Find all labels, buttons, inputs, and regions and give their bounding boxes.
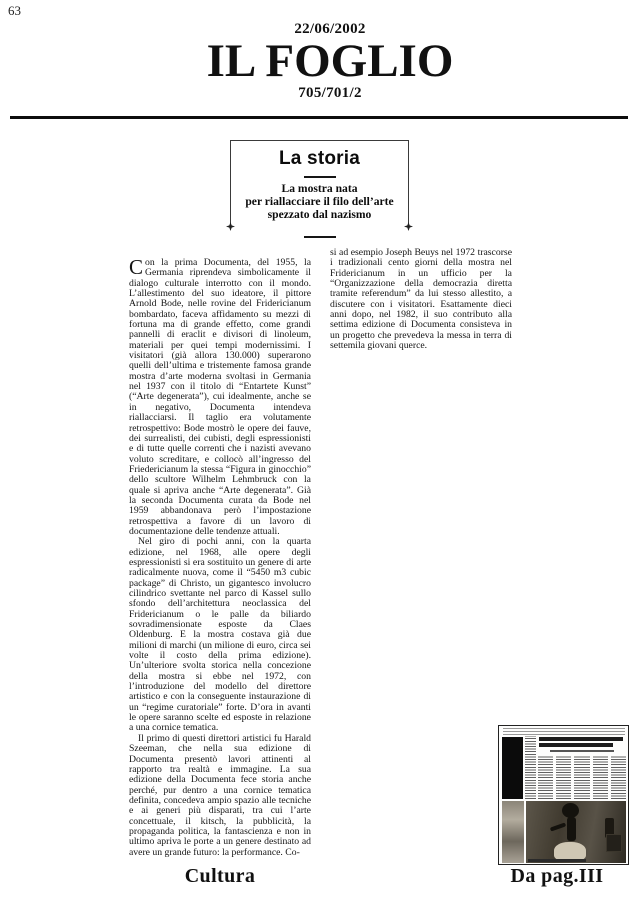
- article-column-2: [330, 248, 512, 351]
- photo-seated-figure-shape: [554, 842, 586, 861]
- thumbnail-text-column: [593, 755, 608, 799]
- paragraph: Il primo di questi direttori artistici fu Harald Szeeman, che nella sua edizione di Documenta presentò lavori attinenti al rapporto tra realtà e immagine. La sua edizione della Documenta fece storia anche perché, pur dentro a una cornice tematica definita, concedeva ampio spazio alle tecniche e ai generi più disparati, tra cui l’arte concettuale, il kitsch, la pubblicità, la propaganda politica, la fantascienza e non in ultimo apriva le porte a un genere destinato ad avere un grande futuro: la performance. Co-: [129, 732, 311, 858]
- kicker-title: La storia: [279, 148, 360, 169]
- thumbnail-text-column: [538, 755, 553, 799]
- sheet-page-number: 63: [8, 3, 21, 18]
- thumbnail-article-block: [538, 736, 626, 799]
- thumbnail-black-bar: [502, 737, 523, 799]
- thumbnail-side-image: [502, 801, 524, 863]
- corner-diamond-icon: [404, 222, 413, 231]
- thumbnail-text-column: [611, 755, 626, 799]
- photo-figure-arm-shape: [550, 822, 566, 831]
- thumbnail-photo: [526, 801, 626, 863]
- subtitle-line: La mostra nata: [281, 182, 358, 195]
- thumbnail-text-area: [502, 736, 626, 799]
- thumbnail-byline-line: [550, 750, 613, 752]
- drop-cap: C: [129, 255, 144, 279]
- source-page-thumbnail: [498, 725, 629, 865]
- clipping-header: [22, 0, 636, 102]
- newspaper-masthead: IL FOGLIO: [206, 35, 454, 87]
- photo-figure-torso-shape: [567, 817, 576, 841]
- paragraph-text: on la prima Documenta, del 1955, la Germania riprendeva simbolicamente il dialogo culturale interrotto con il mondo. L’allestimento del suo ideatore, il pittore Arnold Bode, nelle rovine del Fridericianum bombardato, faceva affidamento su mezzi di fortuna ma di grande effetto, come grandi pannelli di eraclit e divisori di linoleum, materiali per quei tempi modernissimi. I visitatori (già allora 130.000) superarono quelli dell’ultima e tristemente famosa grande mostra d’arte moderna svoltasi in Germania nel 1937 con il titolo di “Entartete Kunst” (“Arte degenerata”), cui idealmente, anche se in negativo, Documenta intendeva riallacciarsi. Il taglio era volutamente retrospettivo: Bode mostrò le opere dei fauve, dei surrealisti, dei cubisti, degli espressionisti e di tutte quelle correnti che i nazisti avevano voluto screditare, e collocò all’ingresso del Friedericianum la stessa “Figura in ginocchio” dello scultore Wilhelm Lehmbruck con la quale si apriva anche “Arte degenerata”. Già la seconda Documenta curata da Bode nel 1959 abbandonava però l’impostazione retrospettiva a favore di un lavoro di documentazione delle tendenze attuali.: [129, 257, 311, 537]
- paragraph: Nel giro di pochi anni, con la quarta edizione, nel 1968, alle opere degli espressionisti si era sostituito un genere di arte radicalmente nuova, come il “5450 m3 cubic package” di Christo, un gigantesco involucro cilindrico svettante nel parco di Kassel sullo sfondo dell’architettura neoclassica del Fridericianum o le palle da biliardo sovradimensionate esposte da Claes Oldenburg. E la mostra costava già due milioni di marchi (un milione di euro, circa sei volte il costo della prima edizione). Un’ulteriore svolta storica nella concezione della mostra si ebbe nel 1972, con l’introduzione del modello del direttore artistico e con la conseguente instaurazione di un “regime curatoriale” forte. D’ora in avanti le opere saranno scelte ed esposte in relazione a una cornice tematica.: [129, 536, 311, 734]
- subtitle-bottom-rule: [304, 236, 336, 238]
- photo-caption-strip: [528, 859, 586, 862]
- headline-box: [230, 140, 409, 227]
- paragraph: si ad esempio Joseph Beuys nel 1972 trascorse i tradizionali cento giorni della mostra nel Fridericianum in un ufficio per la “Organizzazione della democrazia diretta tramite referendum” da lui stesso allestito, a discutere con i visitatori. Esattamente dieci anni dopo, nel 1982, il suo contributo alla settima edizione di Documenta consisteva in un progetto che prevedeva la messa in terra di settemila giovani querce.: [330, 247, 512, 352]
- thumbnail-photo-row: [502, 801, 626, 863]
- thumbnail-text-column: [525, 736, 536, 799]
- kicker-rule: [304, 176, 336, 178]
- article-column-1: [129, 255, 311, 858]
- publication-date: 22/06/2002: [294, 21, 366, 37]
- thumbnail-text-column: [556, 755, 571, 799]
- photo-crate-shape: [606, 834, 622, 852]
- thumbnail-text-columns: [538, 755, 626, 799]
- edition-code: 705/701/2: [298, 85, 362, 101]
- header-divider-rule: [10, 116, 628, 119]
- subtitle-line: per riallacciare il filo dell’arte: [245, 194, 394, 208]
- corner-diamond-icon: [226, 222, 235, 231]
- thumbnail-headline-line: [539, 737, 623, 741]
- thumbnail-text-column: [574, 755, 589, 799]
- thumbnail-top-text-strip: [503, 728, 625, 735]
- subtitle-line: spezzato dal nazismo: [267, 207, 372, 221]
- from-page-label: Da pag.III: [510, 865, 604, 887]
- thumbnail-headline-line: [539, 743, 613, 747]
- section-label: Cultura: [184, 865, 256, 887]
- paragraph: [129, 255, 311, 537]
